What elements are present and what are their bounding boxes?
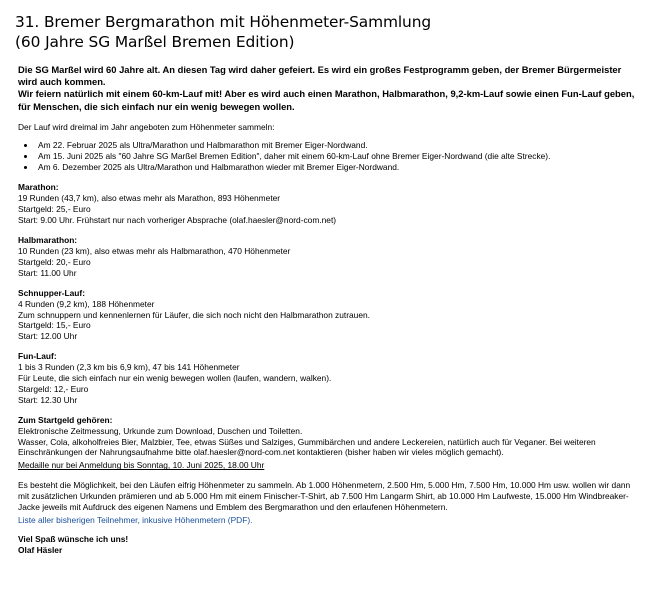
race-line: Für Leute, die sich einfach nur ein wenig bewegen wollen (laufen, wandern, walken). [18, 373, 332, 384]
race-line: Start: 11.00 Uhr [18, 267, 77, 278]
race-line: Zum schnuppern und kennenlernen für Läufer, die sich noch nicht den Halbmarathon zutrauen. [18, 309, 370, 320]
intro-paragraph-2: Wir feiern natürlich mit einem 60-km-Lauf mit! Aber es wird auch einen Marathon, Halbmarathon, 9,2-km-Lauf sowie einen Fun-Lauf geben, für Menschen, die sich einfach nur ein wenig bewegen wollen. [18, 88, 635, 112]
race-line: Start: 12.30 Uhr [18, 394, 78, 405]
race-title: Fun-Lauf: [18, 351, 57, 362]
intro [18, 64, 639, 113]
race-line: 1 bis 3 Runden (2,3 km bis 6,9 km), 47 bis 141 Höhenmeter [18, 362, 240, 373]
participants-list-link[interactable]: Liste aller bisherigen Teilnehmer, inkusive Höhenmetern (PDF). [18, 515, 253, 525]
race-halbmarathon [18, 235, 639, 279]
closing-line: Viel Spaß wünsche ich uns! [18, 533, 129, 544]
date-item: • Am 15. Juni 2025 als "60 Jahre SG Marßel Bremen Edition", daher mit einem 60-km-Lauf ohne Bremer Eiger-Nordwand (die alte Strecke). [36, 151, 639, 162]
race-marathon [18, 182, 639, 226]
race-title: Marathon: [18, 182, 59, 193]
title-line-1: 31. Bremer Bergmarathon mit Höhenmeter-Sammlung [15, 13, 432, 31]
intro-paragraph-1: Die SG Marßel wird 60 Jahre alt. An diesen Tag wird daher gefeiert. Es wird ein großes Festprogramm geben, der Bremer Bürgermeister wird auch kommen. [18, 64, 622, 88]
race-line: Startgeld: 15,- Euro [18, 320, 91, 331]
date-item: • Am 6. Dezember 2025 als Ultra/Marathon und Halbmarathon wieder mit Bremer Eiger-Nordwand. [36, 162, 639, 173]
title-line-2: (60 Jahre SG Marßel Bremen Edition) [15, 33, 295, 51]
medal-deadline: Medaille nur bei Anmeldung bis Sonntag, 10. Juni 2025, 18.00 Uhr [18, 460, 265, 471]
hoehenmeter-text: Es besteht die Möglichkeit, bei den Läufen eifrig Höhenmeter zu sammeln. Ab 1.000 Höhenmetern, 2.500 Hm, 5.000 Hm, 7.500 Hm, 10.000 Hm usw. wollen wir dann mit zusätzlichen Urkunden prämieren und ab 5.000 Hm mit einem Finischer-T-Shirt, ab 7.500 Hm Langarm Shirt, ab 10.000 Hm Laufweste, 15.000 Hm Windbreaker-Jacke jeweils mit Aufdruck des eigenen Namens und Emblem des Bergmarathon und den erlaufenen Höhenmetern. [18, 480, 631, 513]
race-line: Startgeld: 25,- Euro [18, 204, 91, 215]
race-line: 4 Runden (9,2 km), 188 Höhenmeter [18, 298, 155, 309]
included-section [18, 415, 639, 459]
race-schnupper-lauf [18, 288, 639, 343]
race-line: 10 Runden (23 km), also etwas mehr als Halbmarathon, 470 Höhenmeter [18, 245, 291, 256]
race-line: Stargeld: 12,- Euro [18, 383, 89, 394]
dates-intro: Der Lauf wird dreimal im Jahr angeboten zum Höhenmeter sammeln: [18, 121, 275, 132]
race-title: Schnupper-Lauf: [18, 287, 85, 298]
signature: Olaf Häsler [18, 544, 63, 555]
page-title [15, 12, 639, 52]
date-item: • Am 22. Februar 2025 als Ultra/Marathon und Halbmarathon mit Bremer Eiger-Nordwand. [36, 140, 639, 151]
race-line: 19 Runden (43,7 km), also etwas mehr als Marathon, 893 Höhenmeter [18, 193, 281, 204]
race-fun-lauf [18, 351, 639, 406]
included-title: Zum Startgeld gehören: [18, 414, 113, 425]
included-line-1: Elektronische Zeitmessung, Urkunde zum Download, Duschen und Toiletten. [18, 425, 303, 436]
dates-list [18, 140, 639, 173]
race-line: Startgeld: 20,- Euro [18, 256, 91, 267]
race-line: Start: 9.00 Uhr. Frühstart nur nach vorheriger Absprache (olaf.haesler@nord-com.net) [18, 215, 337, 226]
race-title: Halbmarathon: [18, 235, 78, 246]
race-line: Start: 12.00 Uhr [18, 331, 78, 342]
included-line-2: Wasser, Cola, alkoholfreies Bier, Malzbier, Tee, etwas Süßes und Salziges, Gummibärchen und andere Leckereien, natürlich auch für Veganer. Bei weiteren Einschränkungen der Nahrungsaufnahme bitte olaf.haesler@nord-com.net kontaktieren (bisher haben wir vieles möglich gemacht). [18, 436, 596, 458]
